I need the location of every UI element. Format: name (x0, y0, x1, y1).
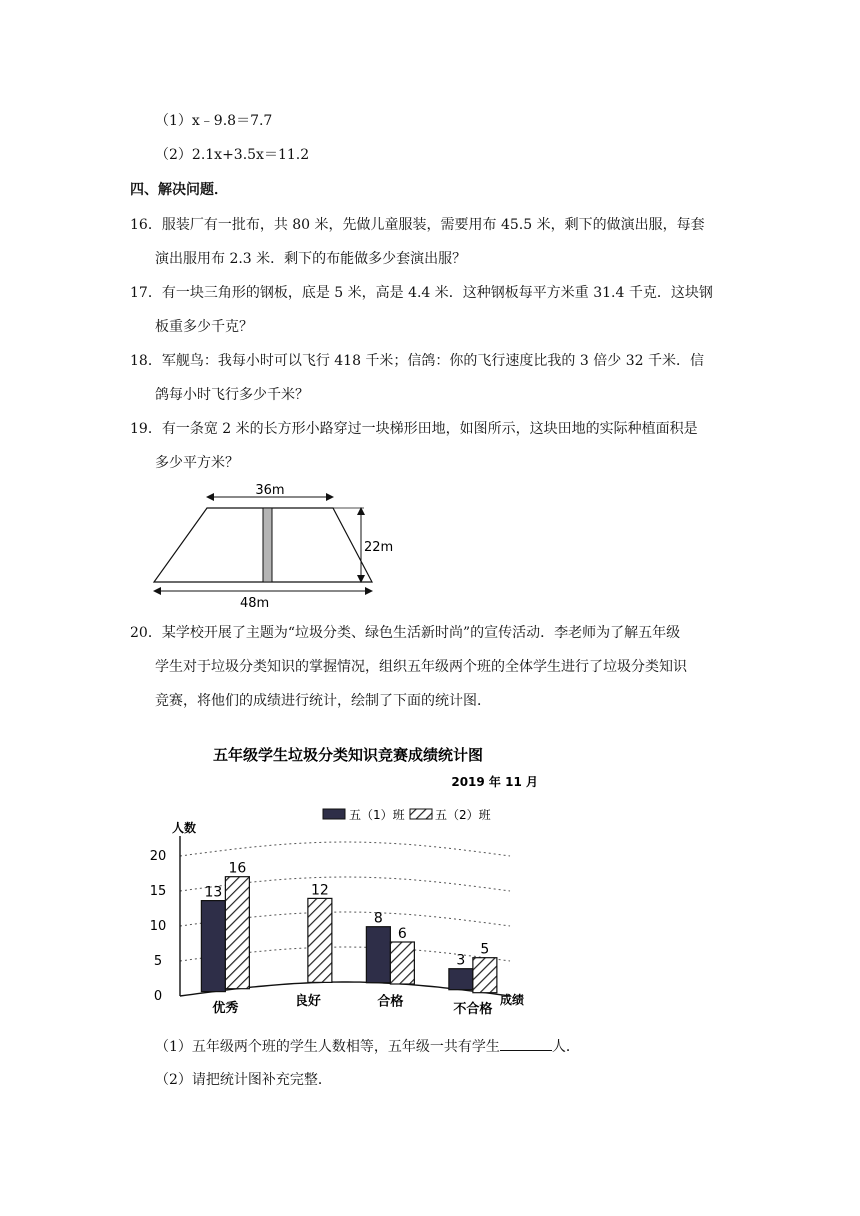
data-label: 8 (373, 910, 383, 927)
equation-1: （1）x﹣9.8＝7.7 (155, 113, 273, 129)
problem-20-line-1: 20．某学校开展了主题为“垃圾分类、绿色生活新时尚”的宣传活动．李老师为了解五年级 (130, 625, 681, 641)
top-label: 36m (255, 483, 285, 498)
data-label: 16 (228, 860, 247, 877)
question-1-suffix: 人． (551, 1039, 580, 1055)
grid-line (180, 842, 510, 856)
data-label: 12 (310, 882, 329, 899)
chart-title: 五年级学生垃圾分类知识竞赛成绩统计图 (212, 746, 484, 764)
legend-swatch-class-2 (410, 809, 432, 819)
y-tick-label: 15 (149, 884, 167, 899)
chart-subtitle: 2019 年 11 月 (451, 775, 538, 789)
problem-17-line-1: 17．有一块三角形的钢板，底是 5 米，高是 4.4 米．这种钢板每平方米重 31.4 千克．这块钢 (130, 285, 713, 301)
x-tick-label: 不合格 (453, 1002, 493, 1018)
y-tick-label: 20 (149, 849, 167, 864)
problem-17-line-2: 板重多少千克？ (155, 319, 253, 335)
problem-18-line-2: 鸽每小时飞行多少千米？ (155, 387, 309, 403)
bar-chart (140, 728, 550, 1018)
problem-20-line-2: 学生对于垃圾分类知识的掌握情况，组织五年级两个班的全体学生进行了垃圾分类知识 (155, 659, 687, 675)
x-axis-label: 成绩 (500, 993, 525, 1007)
section-title: 四、解决问题． (130, 182, 228, 198)
legend-label-class-2: 五（2）班 (435, 808, 491, 822)
trapezoid-figure (150, 475, 400, 615)
x-tick-label: 合格 (377, 994, 404, 1010)
bottom-label: 48m (240, 596, 270, 611)
problem-16-line-2: 演出服用布 2.3 米．剩下的布能做多少套演出服？ (155, 251, 467, 267)
data-label: 3 (456, 952, 466, 969)
problem-18-line-1: 18．军舰鸟：我每小时可以飞行 418 千米；信鸽：你的飞行速度比我的 3 倍少 32 千米．信 (130, 353, 704, 369)
legend-swatch-class-1 (323, 809, 345, 819)
bar-1-1 (308, 898, 332, 982)
y-tick-label: 10 (149, 919, 167, 934)
x-tick-label: 优秀 (212, 1001, 239, 1017)
y-tick-label: 5 (153, 954, 163, 969)
x-tick-label: 良好 (294, 993, 321, 1009)
problem-19-line-1: 19．有一条宽 2 米的长方形小路穿过一块梯形田地，如图所示，这块田地的实际种植面积是 (130, 421, 698, 437)
bar-1-3 (473, 958, 497, 993)
data-label: 6 (397, 926, 407, 942)
data-label: 13 (204, 884, 223, 901)
bar-1-2 (390, 942, 414, 984)
y-axis-label: 人数 (172, 821, 197, 835)
problem-19-line-2: 多少平方米？ (155, 455, 239, 471)
bar-0-2 (366, 927, 390, 983)
road-strip (263, 508, 272, 582)
question-2: （2）请把统计图补充完整． (155, 1072, 332, 1088)
height-label: 22m (364, 540, 394, 555)
bar-1-0 (225, 877, 249, 989)
data-label: 5 (480, 941, 490, 958)
bar-0-3 (449, 969, 473, 990)
question-1 (155, 1036, 580, 1057)
answer-blank[interactable] (500, 1036, 552, 1051)
problem-16-line-1: 16．服装厂有一批布，共 80 米，先做儿童服装，需要用布 45.5 米，剩下的做演出服，每套 (130, 217, 705, 233)
problem-20-line-3: 竞赛，将他们的成绩进行统计，绘制了下面的统计图． (155, 693, 491, 709)
y-tick-label: 0 (153, 989, 163, 1004)
equation-2: （2）2.1x+3.5x＝11.2 (155, 147, 310, 163)
bar-0-0 (201, 901, 225, 992)
question-1-text: （1）五年级两个班的学生人数相等，五年级一共有学生 (155, 1039, 500, 1055)
legend-label-class-1: 五（1）班 (349, 808, 405, 822)
